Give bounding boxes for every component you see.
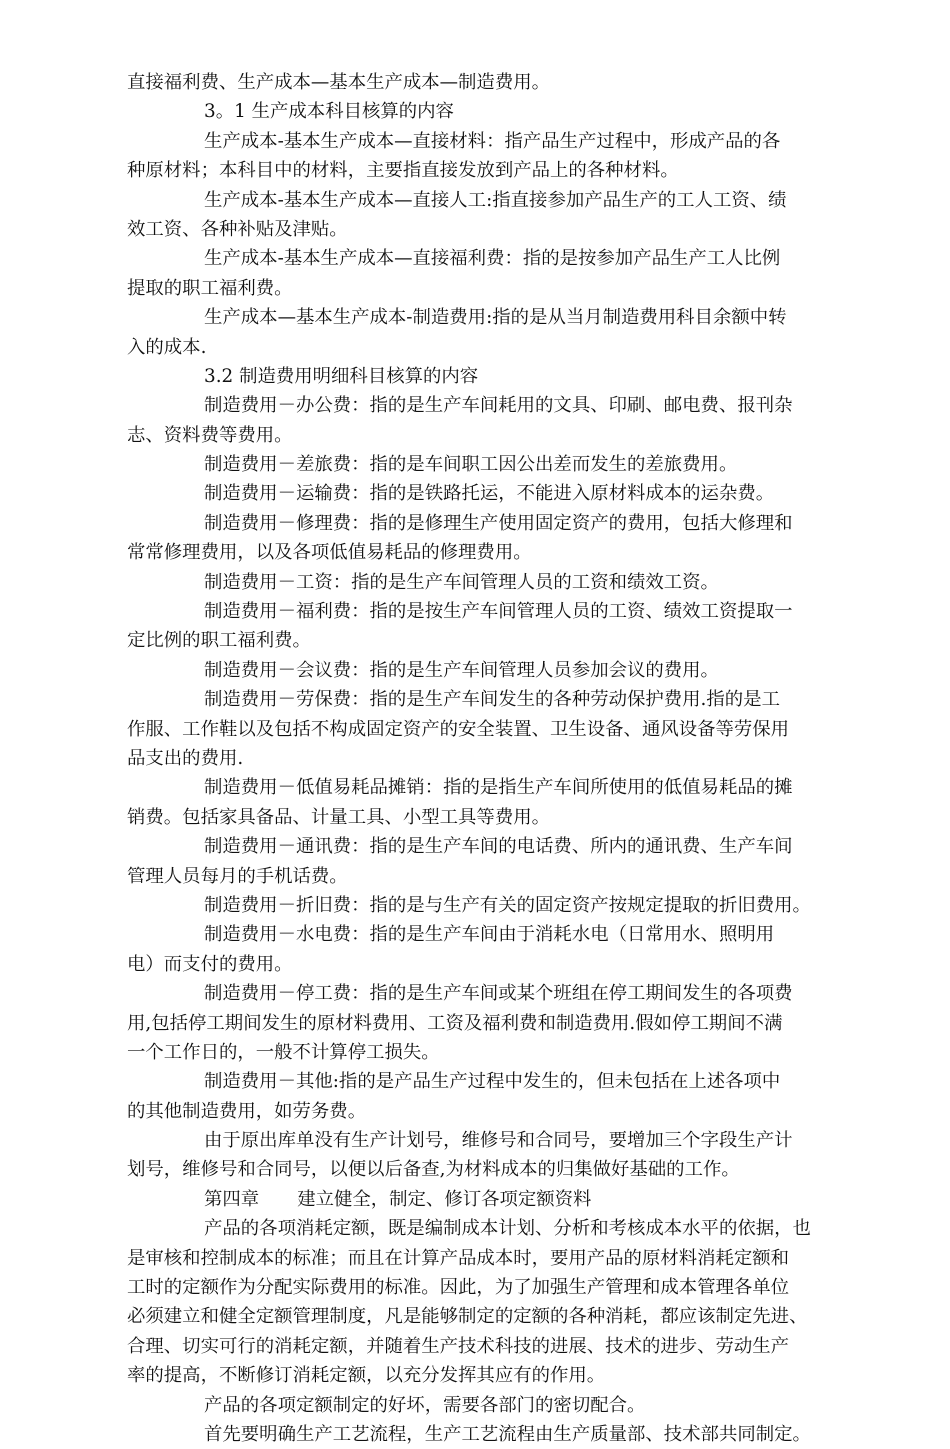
text-line: 种原材料；本科目中的材料，主要指直接发放到产品上的各种材料。 — [127, 160, 679, 182]
text-line: 用,包括停工期间发生的原材料费用、工资及福利费和制造费用.假如停工期间不满 — [127, 1012, 783, 1034]
text-line: 直接福利费、生产成本—基本生产成本—制造费用。 — [127, 72, 550, 93]
text-line: 制造费用－差旅费：指的是车间职工因公出差而发生的差旅费用。 — [204, 454, 738, 476]
text-line: 制造费用－修理费：指的是修理生产使用固定资产的费用，包括大修理和 — [204, 512, 793, 534]
text-line: 制造费用－其他:指的是产品生产过程中发生的，但未包括在上述各项中 — [204, 1071, 781, 1093]
text-line: 制造费用－劳保费：指的是生产车间发生的各种劳动保护费用.指的是工 — [204, 689, 780, 711]
text-line: 率的提高，不断修订消耗定额，以充分发挥其应有的作用。 — [127, 1365, 606, 1387]
text-line: 是审核和控制成本的标准；而且在计算产品成本时，要用产品的原材料消耗定额和 — [127, 1247, 790, 1269]
text-line: 制造费用－低值易耗品摊销：指的是指生产车间所使用的低值易耗品的摊 — [204, 777, 793, 799]
text-line: 入的成本. — [127, 336, 207, 358]
text-line: 销费。包括家具备品、计量工具、小型工具等费用。 — [127, 806, 550, 828]
document-body — [127, 68, 827, 1449]
text-line: 常常修理费用，以及各项低值易耗品的修理费用。 — [127, 542, 532, 564]
text-line: 工时的定额作为分配实际费用的标准。因此，为了加强生产管理和成本管理各单位 — [127, 1277, 790, 1299]
text-line: 一个工作日的，一般不计算停工损失。 — [127, 1041, 440, 1063]
text-line: 志、资料费等费用。 — [127, 424, 293, 446]
text-line: 产品的各项消耗定额，既是编制成本计划、分析和考核成本水平的依据，也 — [204, 1218, 811, 1240]
chapter-number: 第四章 — [204, 1188, 260, 1210]
text-line: 生产成本-基本生产成本—直接福利费：指的是按参加产品生产工人比例 — [204, 248, 781, 270]
text-line: 制造费用－运输费：指的是铁路托运，不能进入原材料成本的运杂费。 — [204, 483, 775, 505]
text-line: 必须建立和健全定额管理制度，凡是能够制定的定额的各种消耗，都应该制定先进、 — [127, 1306, 808, 1328]
text-line: 划号，维修号和合同号，以便以后备查,为材料成本的归集做好基础的工作。 — [127, 1159, 740, 1181]
text-line: 制造费用－水电费：指的是生产车间由于消耗水电（日常用水、照明用 — [204, 924, 775, 946]
text-line: 作服、工作鞋以及包括不构成固定资产的安全装置、卫生设备、通风设备等劳保用 — [127, 718, 790, 740]
text-line: 生产成本-基本生产成本—直接材料：指产品生产过程中，形成产品的各 — [204, 130, 781, 152]
text-line: 首先要明确生产工艺流程，生产工艺流程由生产质量部、技术部共同制定。 — [204, 1423, 811, 1445]
text-line: 制造费用－福利费：指的是按生产车间管理人员的工资、绩效工资提取一 — [204, 601, 793, 623]
text-line: 制造费用－工资：指的是生产车间管理人员的工资和绩效工资。 — [204, 571, 719, 593]
section-heading-3-1: 3。1 生产成本科目核算的内容 — [204, 101, 454, 123]
text-line: 由于原出库单没有生产计划号，维修号和合同号，要增加三个字段生产计 — [204, 1130, 793, 1152]
text-line: 定比例的职工福利费。 — [127, 630, 311, 652]
text-line: 效工资、各种补贴及津贴。 — [127, 218, 348, 240]
section-heading-3-2: 3.2 制造费用明细科目核算的内容 — [204, 365, 479, 387]
text-line: 制造费用－停工费：指的是生产车间或某个班组在停工期间发生的各项费 — [204, 983, 793, 1005]
chapter-heading — [127, 1185, 827, 1214]
text-line: 制造费用－办公费：指的是生产车间耗用的文具、印刷、邮电费、报刊杂 — [204, 395, 793, 417]
text-line: 制造费用－通讯费：指的是生产车间的电话费、所内的通讯费、生产车间 — [204, 836, 793, 858]
text-line: 品支出的费用. — [127, 747, 244, 769]
text-line: 电）而支付的费用。 — [127, 953, 293, 975]
text-line: 产品的各项定额制定的好坏，需要各部门的密切配合。 — [204, 1394, 646, 1416]
text-line: 生产成本—基本生产成本-制造费用:指的是从当月制造费用科目余额中转 — [204, 307, 787, 329]
text-line: 制造费用－折旧费：指的是与生产有关的固定资产按规定提取的折旧费用。 — [204, 894, 811, 916]
text-line: 管理人员每月的手机话费。 — [127, 865, 348, 887]
text-line: 制造费用－会议费：指的是生产车间管理人员参加会议的费用。 — [204, 659, 719, 681]
text-line: 提取的职工福利费。 — [127, 277, 293, 299]
text-line: 的其他制造费用，如劳务费。 — [127, 1100, 367, 1122]
chapter-title: 建立健全，制定、修订各项定额资料 — [297, 1188, 592, 1210]
text-line: 合理、切实可行的消耗定额，并随着生产技术科技的进展、技术的进步、劳动生产 — [127, 1335, 790, 1357]
text-line: 生产成本-基本生产成本—直接人工:指直接参加产品生产的工人工资、绩 — [204, 189, 787, 211]
